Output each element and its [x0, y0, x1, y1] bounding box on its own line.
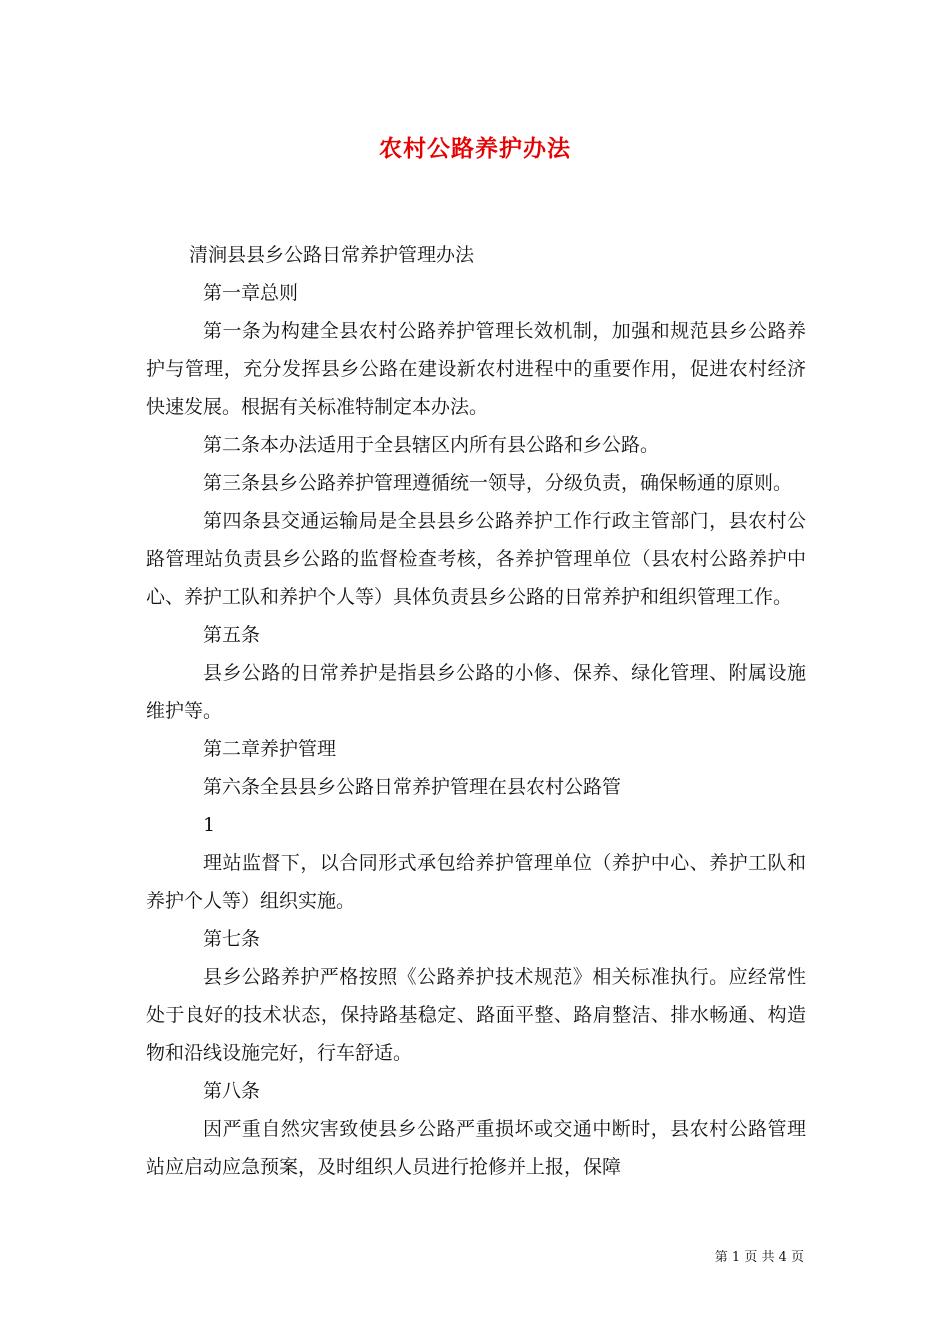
- paragraph-chapter-1: 第一章总则: [203, 282, 299, 304]
- paragraph-article-1: 第一条为构建全县农村公路养护管理长效机制，加强和规范县乡公路养护与管理，充分发挥县乡公路在建设新农村进程中的重要作用，促进农村经济快速发展。根据有关标准特制定本办法。: [146, 320, 806, 418]
- paragraph-article-4: 第四条县交通运输局是全县县乡公路养护工作行政主管部门，县农村公路管理站负责县乡公路的监督检查考核，各养护管理单位（县农村公路养护中心、养护工队和养护个人等）具体负责县乡公路的日常养护和组织管理工作。: [146, 510, 806, 608]
- paragraph-article-5-body: 县乡公路的日常养护是指县乡公路的小修、保养、绿化管理、附属设施维护等。: [146, 662, 806, 722]
- paragraph-article-8-heading: 第八条: [203, 1080, 261, 1102]
- page-footer: 第 1 页 共 4 页: [714, 1250, 804, 1265]
- paragraph-article-6-start: 第六条全县县乡公路日常养护管理在县农村公路管: [203, 776, 622, 798]
- inline-page-number: 1: [203, 814, 216, 836]
- paragraph-article-2: 第二条本办法适用于全县辖区内所有县公路和乡公路。: [203, 434, 660, 456]
- document-body: [146, 236, 806, 1186]
- paragraph-article-3: 第三条县乡公路养护管理遵循统一领导，分级负责，确保畅通的原则。: [203, 472, 793, 494]
- paragraph-article-7-body: 县乡公路养护严格按照《公路养护技术规范》相关标准执行。应经常性处于良好的技术状态，保持路基稳定、路面平整、路肩整洁、排水畅通、构造物和沿线设施完好，行车舒适。: [146, 966, 806, 1064]
- paragraph-article-6-cont: 理站监督下，以合同形式承包给养护管理单位（养护中心、养护工队和养护个人等）组织实施。: [146, 852, 806, 912]
- document-title: 农村公路养护办法: [379, 135, 571, 162]
- paragraph-article-7-heading: 第七条: [203, 928, 261, 950]
- paragraph-chapter-2: 第二章养护管理: [203, 738, 337, 760]
- paragraph-article-5-heading: 第五条: [203, 624, 261, 646]
- paragraph-subtitle: 清涧县县乡公路日常养护管理办法: [189, 244, 475, 266]
- paragraph-article-8-body: 因严重自然灾害致使县乡公路严重损坏或交通中断时，县农村公路管理站应启动应急预案，及时组织人员进行抢修并上报，保障: [146, 1118, 806, 1178]
